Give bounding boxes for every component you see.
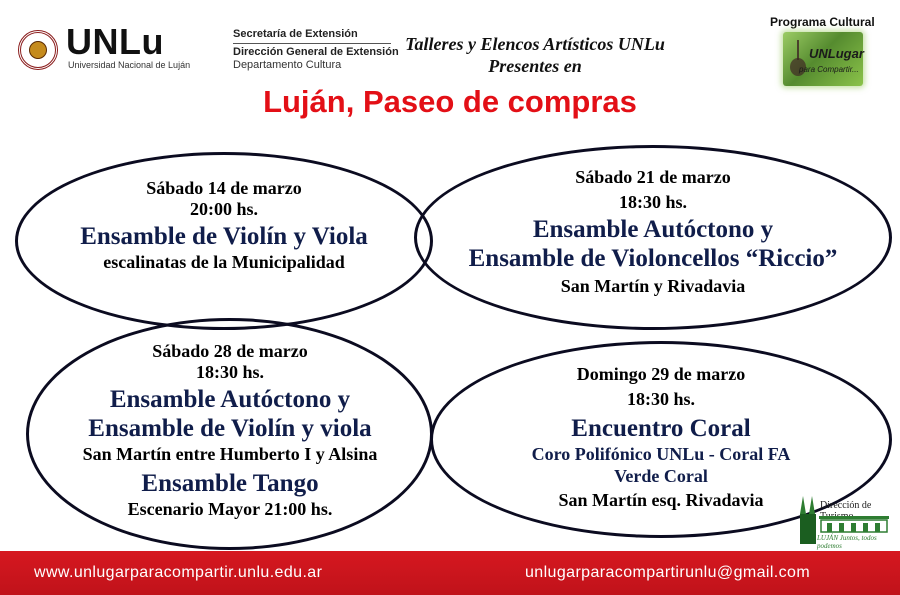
event-detail: Verde Coral bbox=[614, 466, 708, 486]
event-title: Encuentro Coral bbox=[571, 415, 751, 442]
turismo-tagline: LUJÁN Juntos, todos podemos bbox=[817, 534, 877, 550]
event-4 bbox=[436, 364, 886, 511]
event-date: Sábado 21 de marzo bbox=[575, 167, 731, 187]
event-time: 18:30 hs. bbox=[618, 192, 687, 212]
event-1 bbox=[22, 178, 426, 273]
buildings-icon bbox=[819, 514, 891, 534]
event-title: Ensamble de Violín y Viola bbox=[80, 223, 368, 250]
footer-website-link[interactable]: www.unlugarparacompartir.unlu.edu.ar bbox=[34, 564, 323, 581]
event-title: Ensamble Autóctono y bbox=[109, 386, 351, 413]
event-time: 18:30 hs. bbox=[626, 389, 695, 409]
programa-cultural-label: Programa Cultural bbox=[770, 15, 875, 29]
unlu-seal-logo bbox=[18, 30, 58, 70]
event-title: Ensamble Autóctono y bbox=[532, 216, 774, 243]
header-divider bbox=[233, 43, 391, 44]
extension-secretariat: Secretaría de Extensión bbox=[233, 28, 358, 40]
headline: Luján, Paseo de compras bbox=[263, 84, 637, 119]
event-time: 20:00 hs. bbox=[189, 199, 258, 219]
event-3 bbox=[30, 341, 430, 520]
event-place: San Martín esq. Rivadavia bbox=[558, 490, 764, 510]
event-extra-title: Ensamble Tango bbox=[141, 470, 319, 497]
event-extra-place: Escenario Mayor 21:00 hs. bbox=[127, 499, 333, 519]
basilica-icon bbox=[797, 494, 819, 546]
unlu-subtitle: Universidad Nacional de Luján bbox=[68, 60, 191, 70]
talleres-line1: Talleres y Elencos Artísticos UNLu bbox=[405, 34, 665, 54]
turismo-label: Dirección de bbox=[820, 500, 872, 511]
unlu-logo: UNLu bbox=[66, 21, 164, 62]
event-date: Sábado 14 de marzo bbox=[146, 178, 302, 198]
event-title: Ensamble de Violoncellos “Riccio” bbox=[468, 245, 838, 272]
event-title: Ensamble de Violín y viola bbox=[88, 415, 372, 442]
talleres-heading bbox=[400, 33, 670, 77]
event-date: Domingo 29 de marzo bbox=[576, 364, 746, 384]
turismo-logo bbox=[797, 494, 893, 550]
unlugar-logo: UNLugar para Compartir... bbox=[783, 32, 863, 86]
culture-department: Departamento Cultura bbox=[233, 59, 342, 71]
event-detail: Coro Polifónico UNLu - Coral FA bbox=[531, 444, 791, 464]
event-place: San Martín entre Humberto I y Alsina bbox=[82, 444, 378, 464]
extension-direction: Dirección General de Extensión bbox=[233, 46, 399, 58]
event-place: San Martín y Rivadavia bbox=[560, 276, 746, 296]
footer-email-link[interactable]: unlugarparacompartirunlu@gmail.com bbox=[525, 564, 811, 581]
event-2 bbox=[420, 167, 886, 297]
talleres-line2: Presentes en bbox=[488, 56, 582, 76]
event-date: Sábado 28 de marzo bbox=[152, 341, 308, 361]
event-place: escalinatas de la Municipalidad bbox=[103, 252, 345, 272]
event-time: 18:30 hs. bbox=[195, 362, 264, 382]
